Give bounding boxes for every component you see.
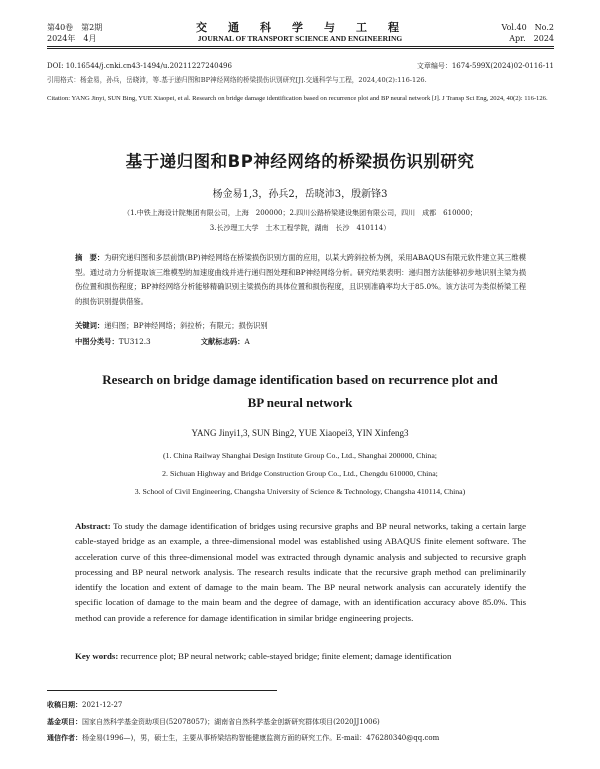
received-value: 2021-12-27 [82,701,123,709]
citation-en: Citation: YANG Jinyi, SUN Bing, YUE Xiaopei, et al. Research on bridge damage identification based on recurrence plot and BP neural network [J]. J Transp Sci Eng, 2024, 40(2): 116-126. [47,95,548,102]
doc-code-label: 文献标志码： [200,337,245,346]
affiliations-cn [60,206,540,236]
author-value: 杨金易(1996—)，男，硕士生，主要从事桥梁结构智能健康监测方面的研究工作。E-mail：476280340@qq.com [82,734,440,742]
classification-cn [75,337,250,347]
journal-name-cn: 交 通 科 学 与 工 程 [196,21,404,34]
date-en: Apr. 2024 [509,34,554,43]
author-label: 通信作者： [47,733,82,742]
abstract-en-label: Abstract: [75,521,111,531]
received-label: 收稿日期： [47,700,82,709]
authors-en: YANG Jinyi1,3, SUN Bing2, YUE Xiaopei3, YIN Xinfeng3 [191,428,409,438]
abstract-cn-text: 为研究递归图和多层前馈(BP)神经网络在桥梁损伤识别方面的应用，以某大跨斜拉桥为例，采用ABAQUS有限元软件建立其三维模型。通过动力分析提取该三维模型的加速度曲线并进行递归图处理和BP神经网络分析。研究结果表明：递归图方法能够初步地识别主梁为损伤位置和损伤程度；BP神经网络分析能够精确识别主梁损伤的具体位置和损伤程度，且识别准确率均大于85.0%。该方法可为类似桥梁工程的损伤识别提供借鉴。 [75,253,527,306]
volume-issue-cn: 第40卷 第2期 [47,23,103,32]
header-volume-en [502,22,554,44]
authors-cn: 杨金易1,3，孙兵2，岳晓沛3，殷新锋3 [212,189,388,200]
doi: DOI: 10.16544/j.cnki.cn43-1494/u.20211227240496 [47,62,232,70]
affiliations-en [40,447,560,501]
class-label: 中图分类号： [75,337,119,346]
paper-title-en-line: BP neural network [247,395,353,410]
paper-title-cn: 基于递归图和BP神经网络的桥梁损伤识别研究 [125,152,475,171]
volume-issue-en: Vol.40 No.2 [501,23,554,32]
affiliation-cn-line: 3.长沙理工大学 土木工程学院，湖南 长沙 410114） [209,224,391,232]
date-cn: 2024年 4月 [47,34,97,43]
header-volume-cn [47,22,102,44]
keywords-cn-text: 递归图；BP神经网络；斜拉桥；有限元；损伤识别 [104,321,268,330]
keywords-cn [75,321,268,331]
abstract-en-text: To study the damage identification of bridges using recursive graphs and BP neural networks, taking a certain large cable-stayed bridge as an example, a three-dimensional model was established using ABAQUS finite element software. The acceleration curve of this three-dimensional model was extracted through dynamic analysis and subjected to recursive graph processing and BP neural network analysis. The research results indicate that the recursive graph method can preliminarily identify the location and extent of damage to the main beam. The BP neural network analysis can accurately identify the specific location of damage to the main beam and the degree of damage, with an identification accuracy above 85.0%. This method can provide a reference for damage identification in similar bridge engineering projects. [75,521,526,623]
journal-masthead [150,21,450,44]
keywords-en-text: recurrence plot; BP neural network; cable-stayed bridge; finite element; damage identification [120,651,452,661]
affiliation-en-line: 2. Sichuan Highway and Bridge Construction Group Co., Ltd., Chengdu 610000, China; [162,469,438,478]
paper-title-en [60,368,540,414]
keywords-cn-label: 关键词： [75,321,105,330]
fund-value: 国家自然科学基金资助项目(52078057)；湖南省自然科学基金创新研究群体项目(2020JJ1006) [82,717,380,726]
affiliation-cn-line: （1.中铁上海设计院集团有限公司，上海 200000；2.四川公路桥梁建设集团有限公司，四川 成都 610000； [123,209,477,217]
fund-label: 基金项目： [47,716,82,726]
corresponding-author [47,730,554,747]
article-number: 文章编号：1674-599X(2024)02-0116-11 [416,62,554,70]
keywords-en-label: Key words: [75,651,119,661]
header-rule-thick [47,46,554,47]
citation-cn: 引用格式：杨金易，孙兵，岳晓沛，等.基于递归图和BP神经网络的桥梁损伤识别研究[J].交通科学与工程，2024,40(2):116-126. [47,76,427,84]
doc-code: A [244,337,250,346]
doi-row [47,62,554,71]
fund-info [47,714,554,731]
keywords-en [75,649,526,664]
header-rule-thin [47,48,554,49]
affiliation-en-line: (1. China Railway Shanghai Design Institute Group Co., Ltd., Shanghai 200000, China; [163,451,437,460]
paper-title-en-line: Research on bridge damage identification based on recurrence plot and [102,372,498,387]
footnote [47,697,554,747]
class-number: TU312.3 [118,337,151,346]
received-date [47,697,554,714]
abstract-en [75,519,526,626]
journal-name-en: JOURNAL OF TRANSPORT SCIENCE AND ENGINEERING [197,34,403,43]
affiliation-en-line: 3. School of Civil Engineering, Changsha University of Science & Technology, Changsha 410114, China) [134,487,466,496]
footnote-rule [47,690,277,691]
abstract-cn-label: 摘 要： [75,253,105,262]
abstract-cn [75,251,526,309]
